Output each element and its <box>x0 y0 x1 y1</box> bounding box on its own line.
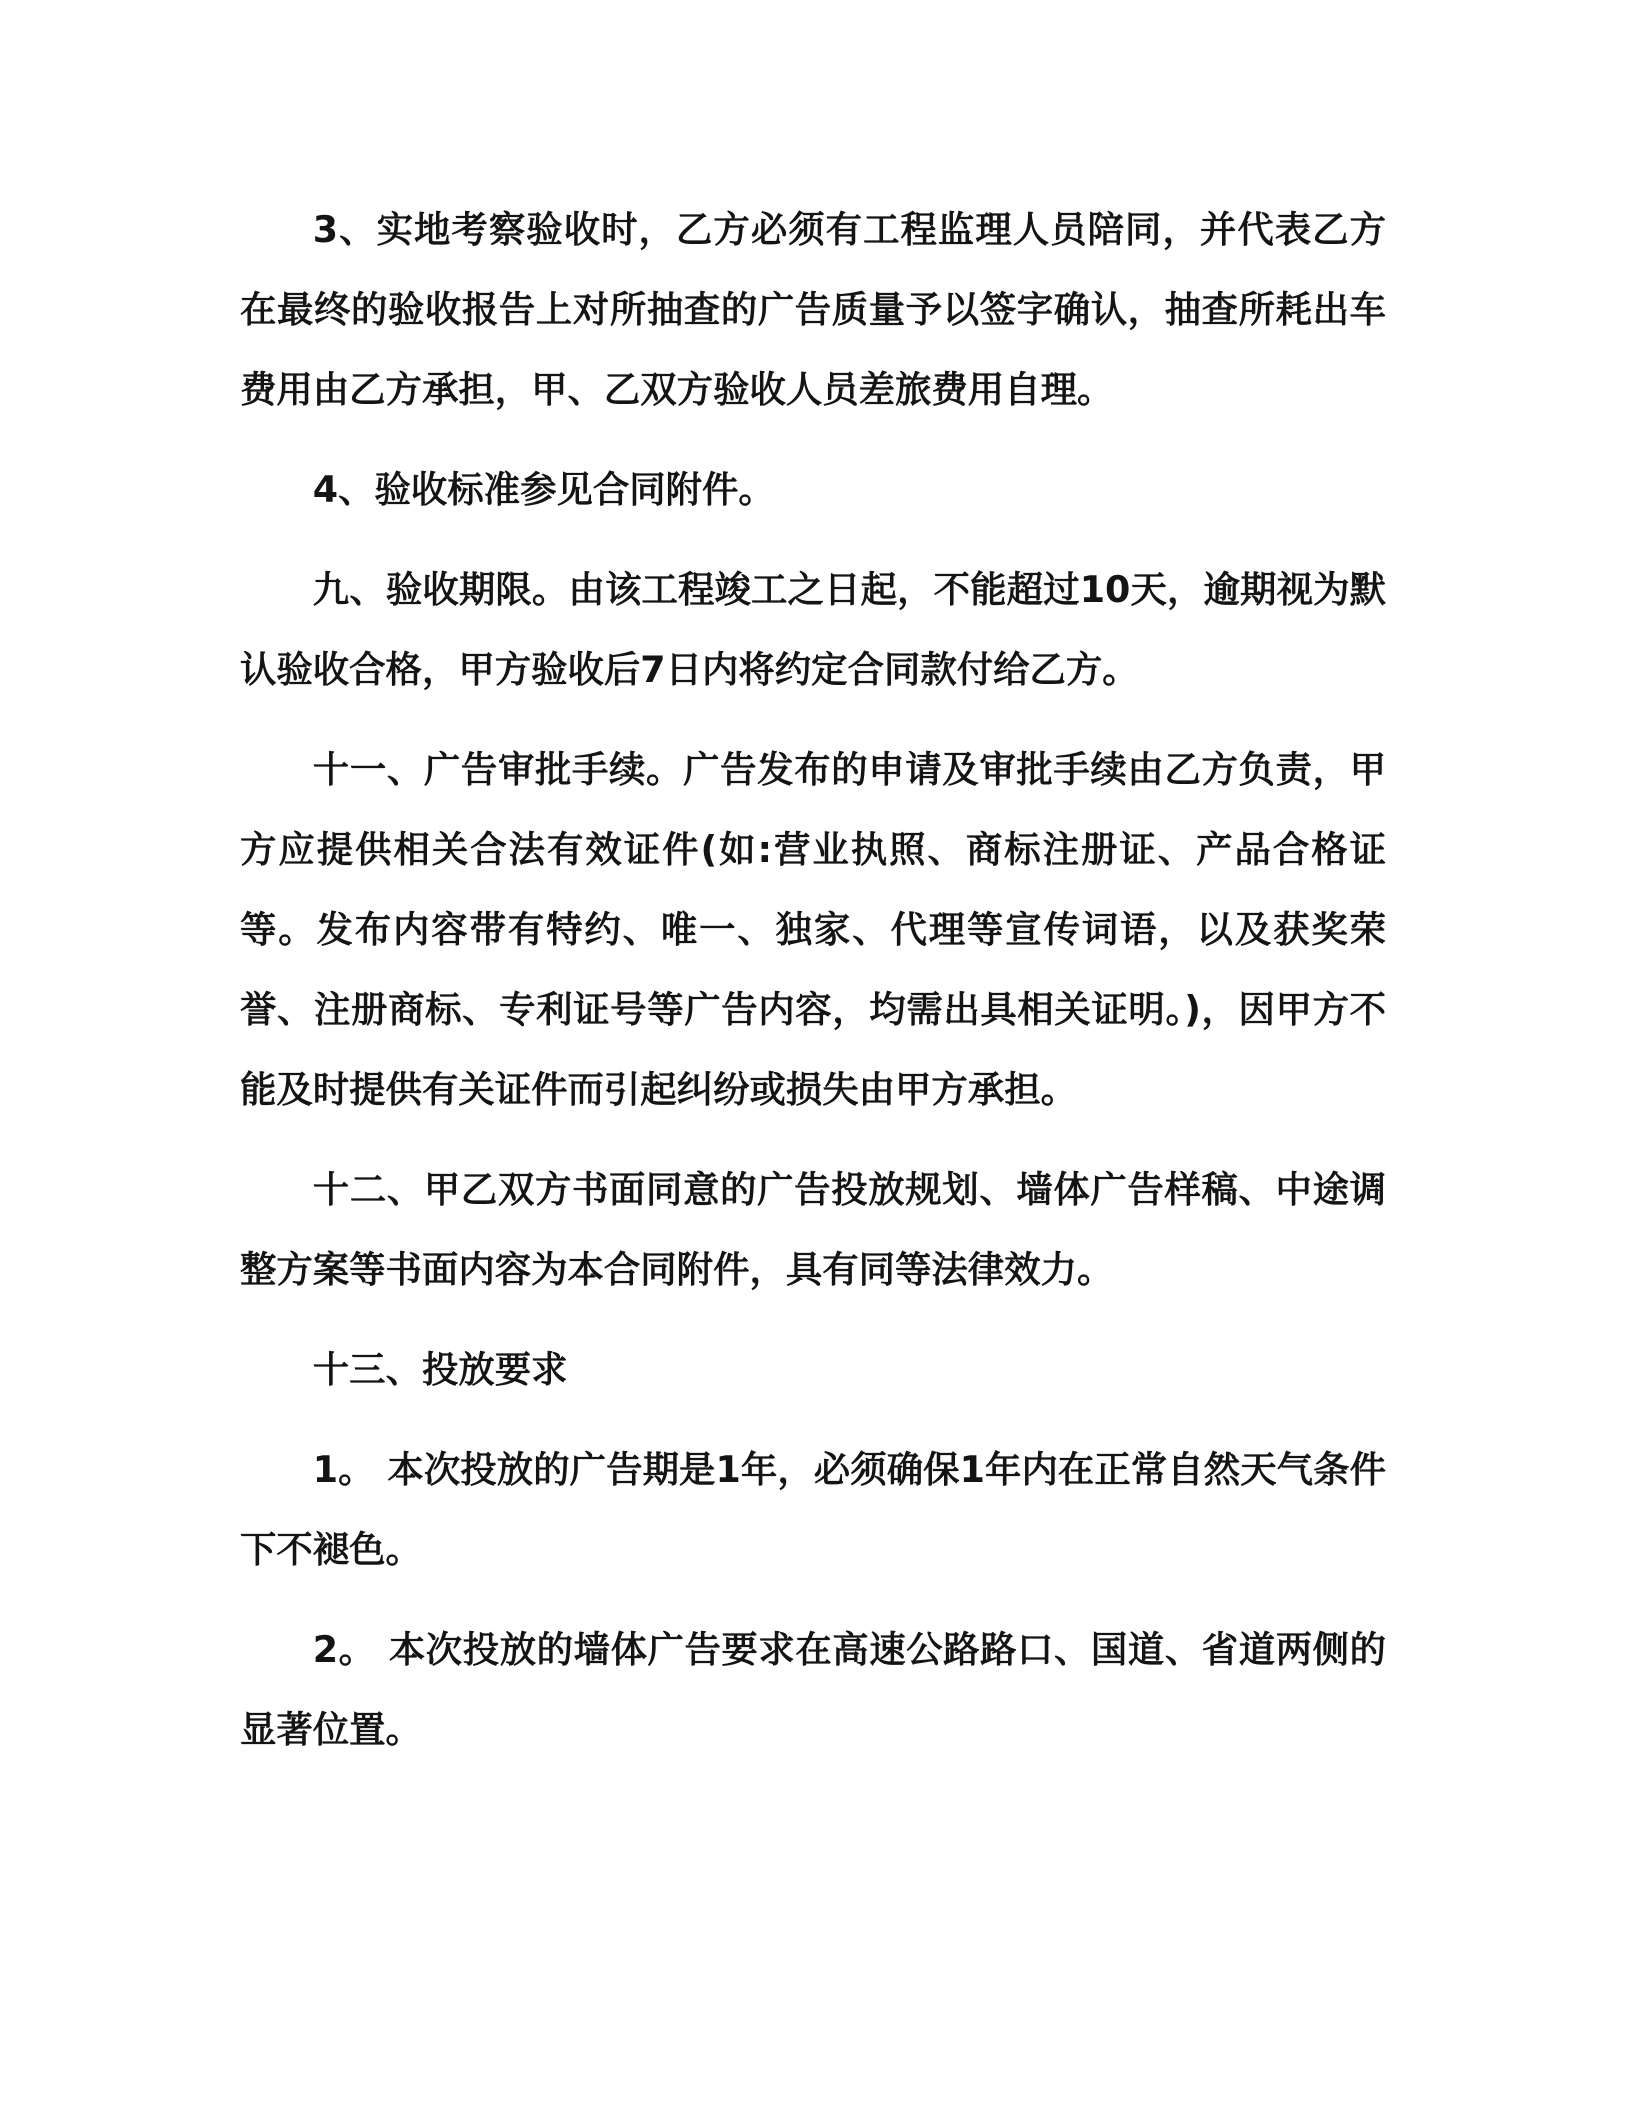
paragraph-acceptance-deadline: 九、验收期限。由该工程竣工之日起，不能超过10天，逾期视为默认验收合格，甲方验收后7日内将约定合同款付给乙方。 <box>240 568 1386 691</box>
paragraph-ad-approval: 十一、广告审批手续。广告发布的申请及审批手续由乙方负责，甲方应提供相关合法有效证件(如:营业执照、商标注册证、产品合格证等。发布内容带有特约、唯一、独家、代理等宣传词语，以及获奖荣誉、注册商标、专利证号等广告内容，均需出具相关证明。)，因甲方不能及时提供有关证件而引起纠纷或损失由甲方承担。 <box>240 748 1386 1111</box>
paragraph-placement-requirements-heading: 十三、投放要求 <box>312 1348 568 1391</box>
paragraph-requirement-duration: 1。 本次投放的广告期是1年，必须确保1年内在正常自然天气条件下不褪色。 <box>240 1448 1386 1571</box>
paragraph-requirement-location: 2。 本次投放的墙体广告要求在高速公路路口、国道、省道两侧的显著位置。 <box>240 1628 1386 1751</box>
paragraph-acceptance-inspection: 3、实地考察验收时，乙方必须有工程监理人员陪同，并代表乙方在最终的验收报告上对所抽查的广告质量予以签字确认，抽查所耗出车费用由乙方承担，甲、乙双方验收人员差旅费用自理。 <box>240 208 1386 411</box>
paragraph-acceptance-standard: 4、验收标准参见合同附件。 <box>312 468 775 511</box>
paragraph-contract-attachments: 十二、甲乙双方书面同意的广告投放规划、墙体广告样稿、中途调整方案等书面内容为本合同附件，具有同等法律效力。 <box>240 1168 1386 1291</box>
document-page <box>240 190 1386 1770</box>
